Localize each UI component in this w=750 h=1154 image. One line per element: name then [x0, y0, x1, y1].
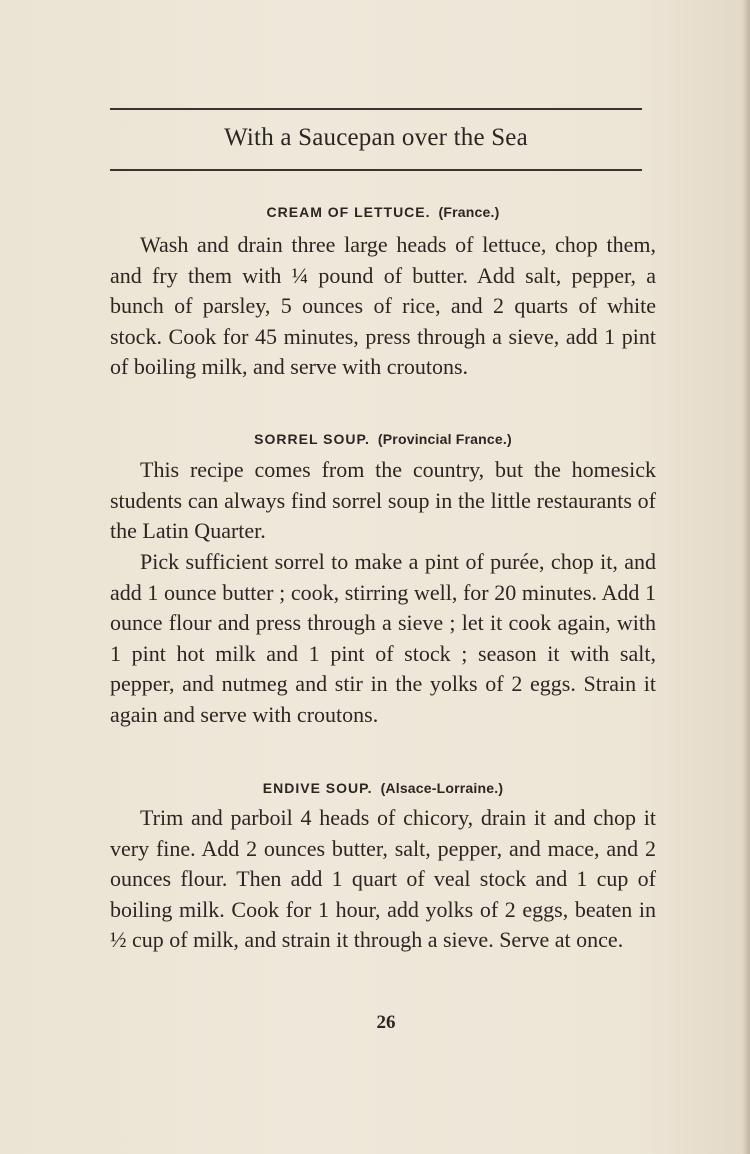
header-rule-bottom	[110, 169, 642, 171]
recipe-sorrel-soup	[110, 428, 656, 450]
recipe-paragraph: Wash and drain three large heads of lettuce, chop them, and fry them with ¼ pound of butter. Add salt, pepper, a bunch of parsley, 5 ounces of rice, and 2 quarts of white stock. Cook for 45 minutes, press through a sieve, add 1 pint of boiling milk, and serve with croutons.	[110, 232, 656, 380]
page-number: 26	[376, 1012, 396, 1033]
recipe-heading	[110, 777, 656, 799]
recipe-heading	[110, 201, 656, 223]
recipe-endive-soup	[110, 777, 656, 799]
recipe-origin: (France.)	[438, 204, 500, 220]
page-edge-shadow	[742, 0, 750, 1154]
recipe-origin: (Alsace-Lorraine.)	[380, 780, 504, 796]
recipe-heading	[110, 428, 656, 450]
running-head: With a Saucepan over the Sea	[224, 124, 528, 151]
recipe-endive-soup-body	[110, 803, 656, 956]
recipe-cream-of-lettuce-body	[110, 230, 656, 383]
recipe-title: CREAM OF LETTUCE.	[266, 204, 431, 220]
recipe-sorrel-soup-method	[110, 547, 656, 731]
recipe-paragraph: Pick sufficient sorrel to make a pint of purée, chop it, and add 1 ounce butter ; cook, stirring well, for 20 minutes. Add 1 ounce flour and press through a sieve ; let it cook again, with 1 pint hot milk and 1 pint of stock ; season it with salt, pepper, and nutmeg and stir in the yolks of 2 eggs. Strain it again and serve with croutons.	[110, 549, 656, 727]
recipe-title: SORREL SOUP.	[254, 431, 370, 447]
header-rule-top	[110, 108, 642, 110]
recipe-cream-of-lettuce	[110, 201, 656, 223]
recipe-title: ENDIVE SOUP.	[262, 780, 373, 796]
recipe-sorrel-soup-body	[110, 455, 656, 547]
recipe-paragraph: Trim and parboil 4 heads of chicory, drain it and chop it very fine. Add 2 ounces butter, salt, pepper, and mace, and 2 ounces flour. Then add 1 quart of veal stock and 1 cup of boiling milk. Cook for 1 hour, add yolks of 2 eggs, beaten in ½ cup of milk, and strain it through a sieve. Serve at once.	[110, 805, 656, 953]
recipe-paragraph: This recipe comes from the country, but the homesick students can always find sorrel soup in the little restaurants of the Latin Quarter.	[110, 457, 656, 544]
recipe-origin: (Provincial France.)	[377, 431, 512, 447]
